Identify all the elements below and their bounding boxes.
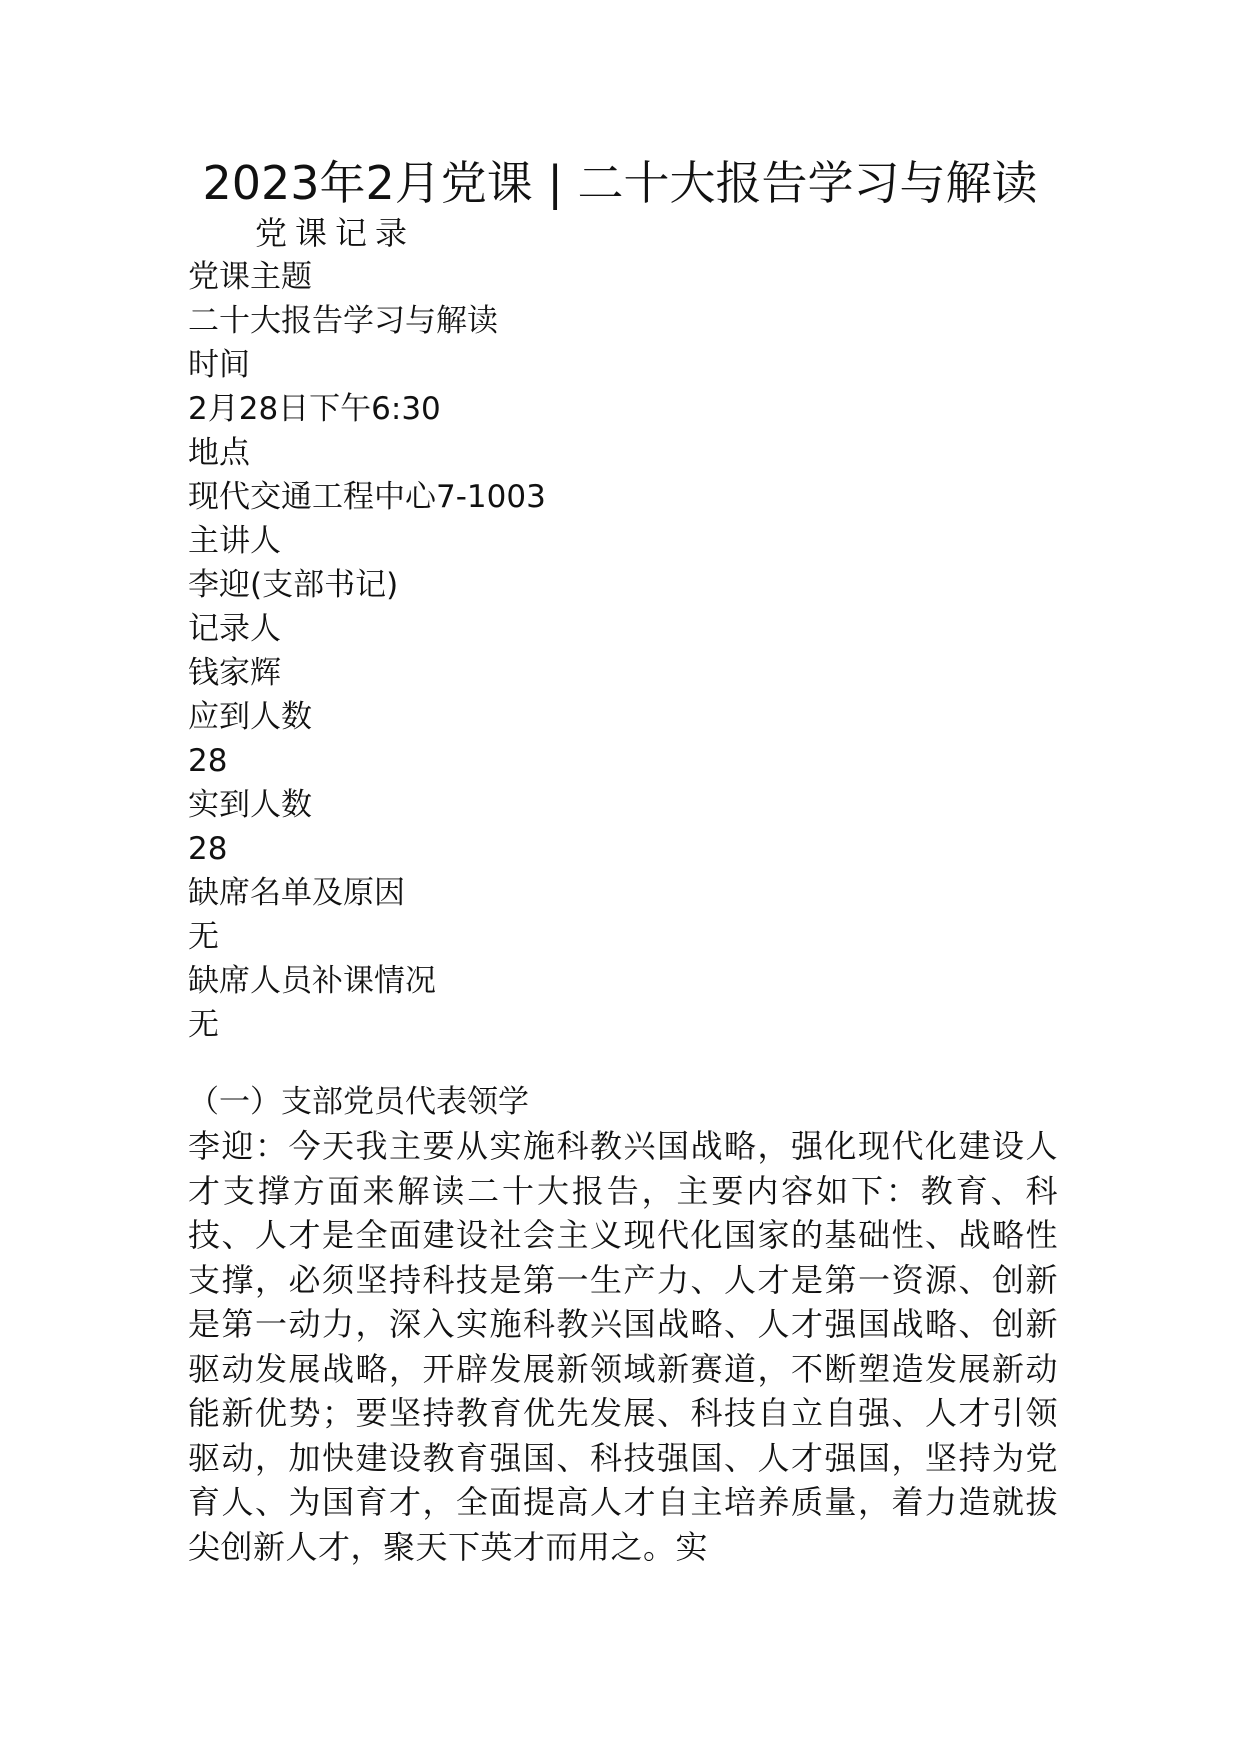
field-value-absentees: 无 xyxy=(188,919,219,955)
field-label-speaker: 主讲人 xyxy=(188,523,281,559)
field-value-actual-count: 28 xyxy=(188,831,228,867)
record-fields xyxy=(188,255,546,1047)
field-label-makeup: 缺席人员补课情况 xyxy=(188,963,436,999)
field-label-recorder: 记录人 xyxy=(188,611,281,647)
field-value-location: 现代交通工程中心7-1003 xyxy=(188,479,546,515)
field-label-time: 时间 xyxy=(188,347,250,383)
field-value-recorder: 钱家辉 xyxy=(188,655,281,691)
field-label-absentees: 缺席名单及原因 xyxy=(188,875,405,911)
field-label-actual-count: 实到人数 xyxy=(188,787,312,823)
field-value-time: 2月28日下午6:30 xyxy=(188,391,441,427)
field-label-topic: 党课主题 xyxy=(188,259,312,295)
document-subtitle: 党课记录 xyxy=(255,214,416,252)
field-value-expected-count: 28 xyxy=(188,743,228,779)
body-paragraph: 李迎：今天我主要从实施科教兴国战略，强化现代化建设人才支撑方面来解读二十大报告，主要内容如下：教育、科技、人才是全面建设社会主义现代化国家的基础性、战略性支撑，必须坚持科技是第一生产力、人才是第一资源、创新是第一动力，深入实施科教兴国战略、人才强国战略、创新驱动发展战略，开辟发展新领域新赛道，不断塑造发展新动能新优势；要坚持教育优先发展、科技自立自强、人才引领驱动，加快建设教育强国、科技强国、人才强国，坚持为党育人、为国育才，全面提高人才自主培养质量，着力造就拔尖创新人才，聚天下英才而用之。实 xyxy=(188,1127,1058,1566)
field-value-topic: 二十大报告学习与解读 xyxy=(188,303,498,339)
document-title: 2023年2月党课 | 二十大报告学习与解读 xyxy=(202,156,1038,210)
field-label-expected-count: 应到人数 xyxy=(188,699,312,735)
field-label-location: 地点 xyxy=(188,435,250,471)
field-value-speaker: 李迎(支部书记) xyxy=(188,567,399,603)
field-value-makeup: 无 xyxy=(188,1007,219,1043)
section-heading: （一）支部党员代表领学 xyxy=(188,1084,529,1120)
